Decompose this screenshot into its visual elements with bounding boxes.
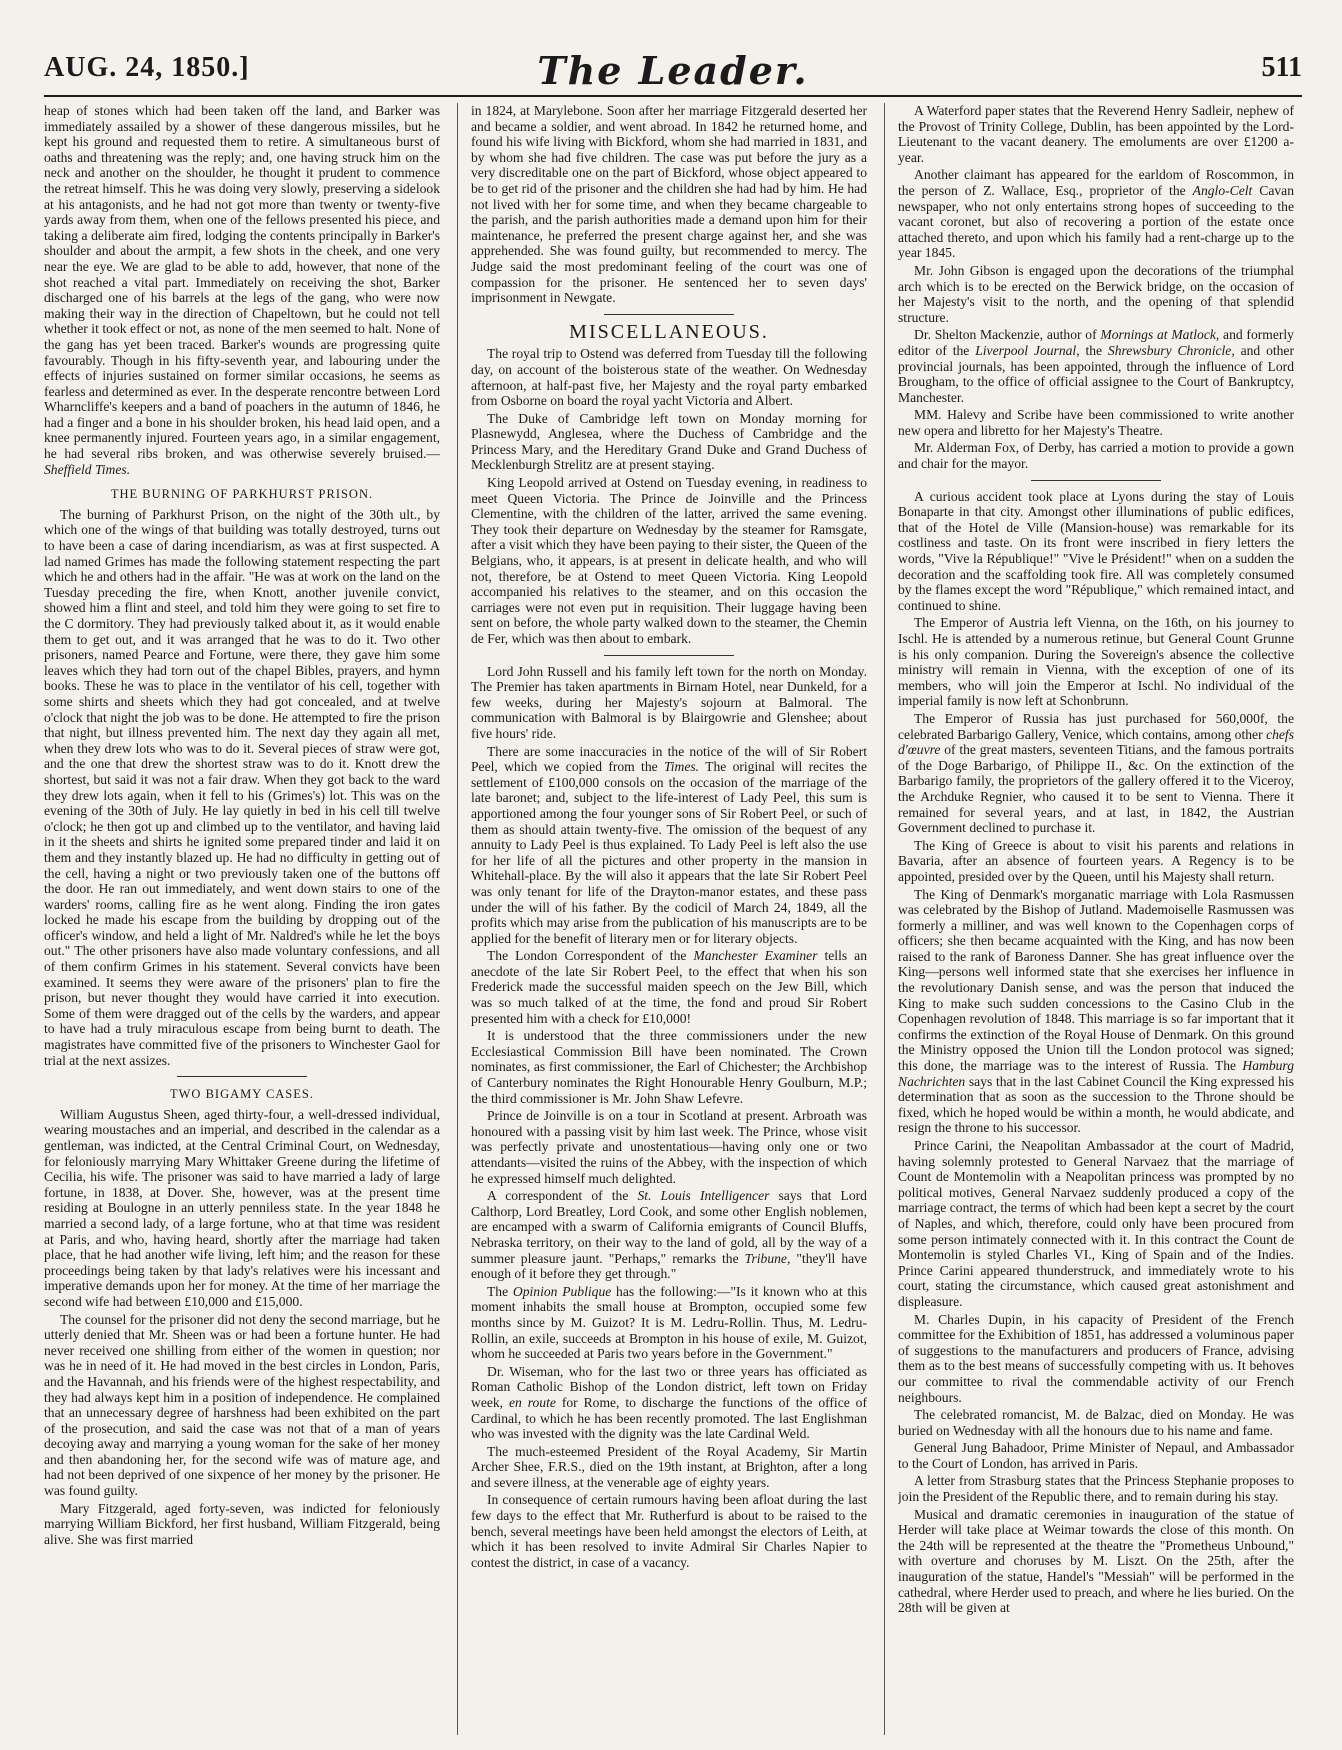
article-paragraph: The counsel for the prisoner did not deny the second marriage, but he utterly denied that Mr. Sheen was or had been a fortune hunter. He had never received one shilling from either of the women in question; nor was he in need of it. He had moved in the best circles in London, Paris, and the Havannah, and his friends were of the highest respectability, and they had always kept him in a position of independence. He complained that an unnecessary degree of harshness had been exhibited on the part of the prosecution, and said the case was not that of a man of years decoying away and marrying a young woman for the sake of her money and then abandoning her, for the second wife was of mature age, and had not been deprived of one sixpence of her money by the prisoner. He was found guilty. [44, 1311, 440, 1499]
article-paragraph: heap of stones which had been taken off the land, and Barker was immediately assailed by a shower of these dangerous missiles, but he kept his ground and requested them to retire. A simultaneous burst of oaths and threatening was the reply; and, one having struck him on the neck and another on the shoulder, he thought it prudent to commence the retreat himself. This he was doing very slowly, preserving a sidelook at his antagonists, and he had not got more than twenty or twenty-five yards away from them, when one of the fellows presented his piece, and taking a deliberate aim fired, lodging the contents principally in Barker's shoulder and about the armpit, a few shots in the cheek, and one very near the eye. We are glad to be able to add, however, that none of the shot reached a vital part. Immediately on receiving the shot, Barker discharged one of his barrels at the legs of the gang, who were now making their way in the direction of Chapeltown, but he could not tell whether it took effect or not, as none of the men seemed to halt. None of the gang has yet been traced. Barker's wounds are progressing quite favourably. Though in his fifty-seventh year, and labouring under the effects of injuries sustained on former similar occasions, he seems as fearless and determined as ever. In the desperate rencontre between Lord Wharncliffe's keepers and a band of poachers in the autumn of 1846, he had a finger and a bone in his shoulder broken, his head laid open, and a knee permanently injured. Fourteen years ago, in a similar engagement, he had several ribs broken, and was otherwise severely bruised.—Sheffield Times. [44, 103, 440, 477]
article-paragraph: Lord John Russell and his family left town for the north on Monday. The Premier has taken apartments in Birnam Hotel, near Dunkeld, for a few weeks, during her Majesty's sojourn at Balmoral. The communication with Balmoral is by Blairgowrie and Glenshee; about five hours' ride. [471, 663, 867, 741]
article-paragraph: General Jung Bahadoor, Prime Minister of Nepaul, and Ambassador to the Court of London, has arrived in Paris. [898, 1440, 1294, 1471]
section-divider [1031, 480, 1161, 481]
article-paragraph: The Opinion Publique has the following:—"Is it known who at this moment inhabits the small house at Brompton, occupied some few months since by M. Guizot? It is M. Ledru-Rollin. Thus, M. Ledru-Rollin, an exile, succeeds at Brompton in his house of exile, M. Guizot, whom he succeeded at Paris two years before in the Government." [471, 1283, 867, 1362]
article-paragraph: The King of Denmark's morganatic marriage with Lola Rasmussen was celebrated by the Bishop of Jutland. Mademoiselle Rasmussen was formerly a milliner, and was well known to the Copenhagen corps of officers; she then became acquainted with the King, and has now been raised to the rank of Baroness Danner. She has great influence over the King—persons well informed state that she exercises her influence in the revolutionary Danish sense, and was the person that induced the King to make such sudden concessions to the Casino Club in the Copenhagen revolution of 1848. This marriage is so far important that it confirms the extinction of the Royal House of Denmark. On this ground the Ministry opposed the Union till the London protocol was signed; this done, the marriage was to the interest of Russia. The Hamburg Nachrichten says that in the last Cabinet Council the King expressed his determination that as soon as the succession to the Throne should be fixed, which he hoped would be within a month, he would abdicate, and resign the throne to his successor. [898, 886, 1294, 1136]
article-paragraph: King Leopold arrived at Ostend on Tuesday evening, in readiness to meet Queen Victoria. The Prince de Joinville and the Princess Clementine, with the children of the latter, arrived the same evening. They took their departure on Wednesday by the steamer for Ramsgate, after a visit which they have been paying to their sister, the Queen of the Belgians, who, it appears, is at present in delicate health, and who will not, therefore, be at Ostend to meet Queen Victoria. King Leopold accompanied his relatives to the steamer, and on this occasion the carriages were not even put in requisition. Their luggage having been sent on before, the whole party walked down to the steamer, the Chemin de Fer, which was then about to embark. [471, 475, 867, 646]
article-paragraph: The Emperor of Austria left Vienna, on the 16th, on his journey to Ischl. He is attended by a numerous retinue, but General Count Grunne is his only companion. During the Sovereign's absence the collective ministry will remain in Vienna, with the exception of one of its members, who will join the Emperor at Ischl. No individual of the imperial family is now left at Schonbrunn. [898, 615, 1294, 709]
article-paragraph: The royal trip to Ostend was deferred from Tuesday till the following day, on account of the boisterous state of the weather. On Wednesday afternoon, at half-past five, her Majesty and the royal party embarked from Osborne on board the royal yacht Victoria and Albert. [471, 346, 867, 409]
article-paragraph: It is understood that the three commissioners under the new Ecclesiastical Commission Bill have been nominated. The Crown nominates, as first commissioner, the Earl of Chichester; the Archbishop of Canterbury nominates the Right Honourable Henry Goulburn, M.P.; the third commissioner is Mr. John Shaw Lefevre. [471, 1028, 867, 1106]
header-rule [44, 95, 1302, 97]
page-header [44, 48, 1302, 93]
issue-date: AUG. 24, 1850.] [44, 52, 250, 83]
article-paragraph: A correspondent of the St. Louis Intelligencer says that Lord Calthorp, Lord Breatley, Lord Cook, and some other English noblemen, are encamped with a swarm of California emigrants of Council Bluffs, Nebraska territory, on their way to the land of gold, all by the way of a summer pleasure jaunt. "Perhaps," remarks the Tribune, "they'll have enough of it before they get through." [471, 1188, 867, 1282]
article-paragraph: In consequence of certain rumours having been afloat during the last few days to the effect that Mr. Rutherfurd is about to be raised to the bench, several meetings have been held amongst the electors of Leith, at which it has been resolved to invite Admiral Sir Charles Napier to contest the district, in case of a vacancy. [471, 1492, 867, 1570]
section-heading: THE BURNING OF PARKHURST PRISON. [110, 487, 374, 502]
article-paragraph: A Waterford paper states that the Reverend Henry Sadleir, nephew of the Provost of Trinity College, Dublin, has been appointed by the Lord-Lieutenant to the vacant deanery. The emoluments are over £1200 a-year. [898, 103, 1294, 165]
article-paragraph: Mary Fitzgerald, aged forty-seven, was indicted for feloniously marrying William Bickford, her first husband, William Fitzgerald, being alive. She was first married [44, 1500, 440, 1547]
article-paragraph: There are some inaccuracies in the notice of the will of Sir Robert Peel, which we copied from the Times. The original will recites the settlement of £100,000 consols on the occasion of the marriage of the late baronet; and, subject to the life-interest of Lady Peel, this sum is apportioned among the four younger sons of Sir Robert Peel, or such of them as should attain twenty-five. The omission of the bequest of any annuity to Lady Peel is thus explained. To Lady Peel is left also the use for her life of all the pictures and other property in the mansion in Whitehall-place. By the will also it appears that the late Sir Robert Peel was only tenant for life of the Drayton-manor estates, and these pass under the will of his father. By the codicil of March 24, 1849, all the profits which may arise from the publication of his manuscripts are to be applied for the benefit of literary men or for literary objects. [471, 743, 867, 946]
article-paragraph: A letter from Strasburg states that the Princess Stephanie proposes to join the President of the Republic there, and to remain during his stay. [898, 1473, 1294, 1505]
article-paragraph: M. Charles Dupin, in his capacity of President of the French committee for the Exhibition of 1851, has addressed a voluminous paper of suggestions to the manufacturers and producers of France, advising them as to the best means of successfully competing with us. It behoves our committee to rival the commendable activity of our French neighbours. [898, 1311, 1294, 1405]
section-heading: TWO BIGAMY CASES. [170, 1087, 314, 1102]
article-paragraph: Mr. John Gibson is engaged upon the decorations of the triumphal arch which is to be erected on the Berwick bridge, on the occasion of her Majesty's visit to the north, and the opening of that splendid structure. [898, 262, 1294, 325]
column-divider [457, 103, 458, 1735]
article-paragraph: William Augustus Sheen, aged thirty-four, a well-dressed individual, wearing moustaches and an imperial, and described in the calendar as a gentleman, was indicted, at the Central Criminal Court, on Wednesday, for feloniously marrying Mary Whittaker Greene during the lifetime of Cecilia, his wife. The prisoner was said to have married a lady of large fortune, in 1838, at Dover. She, however, was at the present time residing at Boulogne in an utterly penniless state. In the year 1848 he married a second lady, of a large fortune, who at that time was resident at Paris, and who, having heard, shortly after the marriage had taken place, that he had another wife living, left him; and the reason for these proceedings being taken by that lady's relatives were his incessant and imperative demands upon her for money. At the time of her marriage the second wife had between £10,000 and £15,000. [44, 1106, 440, 1309]
article-paragraph: in 1824, at Marylebone. Soon after her marriage Fitzgerald deserted her and became a soldier, and went abroad. In 1842 he returned home, and found his wife living with Bickford, whom she had married in 1831, and by whom she had five children. The case was put before the jury as a very discreditable one on the part of Bickford, whose object appeared to be to get rid of the prisoner and the children she had had by him. He had not lived with her for some time, and when they became chargeable to the parish, and the parish authorities made a demand upon him for their maintenance, he preferred the present charge against her, and she was apprehended. She was found guilty, but recommended to mercy. The Judge said the most predominant feeling of the court was one of compassion for the prisoner. He sentenced her to seven days' imprisonment in Newgate. [471, 103, 867, 306]
article-paragraph: Prince Carini, the Neapolitan Ambassador at the court of Madrid, having solemnly protested to General Narvaez that the marriage of Count de Montemolin with a Neapolitan princess was prompted by no political motives, General Narvaez suddenly produced a copy of the marriage contract, the terms of which had been kept a secret by the court of Naples, and which, therefore, could only have been procured from some person intimately connected with it. In this contract the Count de Montemolin is styled Charles VI., King of Spain and of the Indies. Prince Carini appeared thunderstruck, and immediately wrote to his court, stating the circumstance, which caused great astonishment and displeasure. [898, 1138, 1294, 1309]
column-divider [884, 103, 885, 1735]
section-divider [177, 1076, 307, 1077]
article-paragraph: The much-esteemed President of the Royal Academy, Sir Martin Archer Shee, F.R.S., died on the 19th instant, at Brighton, after a long and severe illness, at the venerable age of eighty years. [471, 1443, 867, 1490]
article-paragraph: The London Correspondent of the Manchester Examiner tells an anecdote of the late Sir Robert Peel, to the effect that when his son Frederick made the successful maiden speech on the Jew Bill, which was so much talked of at the time, the fond and proud Sir Robert presented him with a check for £10,000! [471, 948, 867, 1026]
masthead: The Leader. [537, 48, 809, 93]
article-paragraph: Musical and dramatic ceremonies in inauguration of the statue of Herder will take place at Weimar towards the close of this month. On the 24th will be represented at the theatre the "Prometheus Unbound," with overture and choruses by M. Liszt. On the 25th, after the inauguration of the statue, Handel's "Messiah" will be performed in the cathedral, where Herder used to preach, and where he lies buried. On the 28th will be given at [898, 1506, 1294, 1616]
article-paragraph: The celebrated romancist, M. de Balzac, died on Monday. He was buried on Wednesday with all the honours due to his name and fame. [898, 1407, 1294, 1438]
article-paragraph: Another claimant has appeared for the earldom of Roscommon, in the person of Z. Wallace, Esq., proprietor of the Anglo-Celt Cavan newspaper, who not only entertains strong hopes of succeeding to the vacant coronet, but also of recovering a portion of the estate once attached thereto, and upon which his family had a rent-charge up to the year 1845. [898, 167, 1294, 261]
article-paragraph: The Emperor of Russia has just purchased for 560,000f, the celebrated Barbarigo Gallery, Venice, which contains, among other chefs d'œuvre of the great masters, seventeen Titians, and the famous portraits of the Doge Barbarigo, of Philippe II., &c. On the extinction of the Barbarigo family, the proprietors of the gallery offered it to the Viceroy, the Archduke Regnier, who caused it to be sent to Vienna. There it remained for several years, and at last, in 1842, the Austrian Government declined to purchase it. [898, 710, 1294, 836]
article-paragraph: The King of Greece is about to visit his parents and relations in Bavaria, after an absence of fourteen years. A Regency is to be appointed, presided over by the Queen, until his Majesty shall return. [898, 837, 1294, 884]
article-paragraph: The burning of Parkhurst Prison, on the night of the 30th ult., by which one of the wings of that building was totally destroyed, turns out to have been a case of daring incendiarism, as was at first suspected. A lad named Grimes has made the following statement respecting the part which he and others had in the affair. "He was at work on the land on the Tuesday preceding the fire, when Knott, another juvenile convict, showed him a flint and steel, and told him they were going to set fire to the C dormitory. They had previously talked about it, as it would enable them to get out, and it was arranged that he was to do it. Two other prisoners, named Pearce and Fortune, were there, they gave him some leaves which they had torn out of the chapel Bibles, prayers, and hymn books. These he was to place in the ventilator of his cell, together with some shirts and sheets which they had got concealed, and at twelve o'clock that night the job was to be done. He attempted to fire the prison that night, but illness prevented him. The next day they again all met, when they drew lots who was to do it. Several pieces of straw were got, and the one that drew the shortest straw was to do it. Knott drew the shortest, but said it was not a fair draw. When they got back to the ward they drew lots again, when it fell to his (Grimes's) lot. This was on the evening of the 30th of July. He lay quietly in bed in his cell till twelve o'clock; he then got up and climbed up to the ventilator, and having laid in it the sheets and shirts he ignited some prepared tinder and laid it on them and they instantly blazed up. He had no difficulty in getting out of the cell, having a night or two previously taken one of the buttons off the door. He ran out immediately, and went down stairs to one of the warders' rooms, calling fire as he went along. Finding the iron gates locked he made his escape from the building by dropping out of the officer's window, and held a light of Mr. Naldred's while he let the boys out." The other prisoners have also made voluntary confessions, and all of them confirm Grimes in his statement. Several convicts have been examined. It seems they were aware of the prisoners' plan to fire the prison, but never thought they would have carried it into execution. Some of them were dragged out of the cells by the warders, and appear to have had a truly miraculous escape from being burnt to death. The magistrates have committed five of the prisoners to Winchester Gaol for trial at the next assizes. [44, 506, 440, 1068]
article-paragraph: Prince de Joinville is on a tour in Scotland at present. Arbroath was honoured with a passing visit by him last week. The Prince, whose visit was perfectly private and unostentatious—having only one or two attendants—visited the ruins of the Abbey, with the inspection of which he expressed himself much delighted. [471, 1108, 867, 1186]
section-divider [604, 655, 734, 656]
article-paragraph: MM. Halevy and Scribe have been commissioned to write another new opera and libretto for her Majesty's Theatre. [898, 407, 1294, 438]
article-paragraph: A curious accident took place at Lyons during the stay of Louis Bonaparte in that city. Amongst other illuminations of public edifices, that of the Hotel de Ville (Mansion-house) was remarkable for its costliness and taste. On its front were inscribed in fiery letters the words, "Vive la République!" "Vive le Président!" when on a sudden the decoration and the scaffolding took fire. All was completely consumed by the flames except the word "République," which remained intact, and continued to shine. [898, 488, 1294, 613]
column-1 [44, 103, 440, 1735]
article-paragraph: The Duke of Cambridge left town on Monday morning for Plasnewydd, Anglesea, where the Duchess of Cambridge and the Princess Mary, and the Hereditary Grand Duke and Grand Duchess of Mecklenburgh Strelitz are at present staying. [471, 410, 867, 473]
article-paragraph: Dr. Shelton Mackenzie, author of Mornings at Matlock, and formerly editor of the Liverpool Journal, the Shrewsbury Chronicle, and other provincial journals, has been appointed, through the influence of Lord Brougham, to the office of official assignee to the Court of Bankruptcy, Manchester. [898, 327, 1294, 405]
column-2 [471, 103, 867, 1735]
column-3 [898, 103, 1294, 1735]
article-paragraph: Mr. Alderman Fox, of Derby, has carried a motion to provide a gown and chair for the mayor. [898, 440, 1294, 472]
section-heading: MISCELLANEOUS. [569, 320, 769, 343]
article-paragraph: Dr. Wiseman, who for the last two or three years has officiated as Roman Catholic Bishop of the London district, left town on Friday week, en route for Rome, to discharge the functions of the office of Cardinal, to which he has been recently promoted. The last Englishman who was invested with the dignity was the late Cardinal Weld. [471, 1363, 867, 1442]
section-divider [604, 314, 734, 315]
page-number: 511 [1261, 52, 1302, 83]
